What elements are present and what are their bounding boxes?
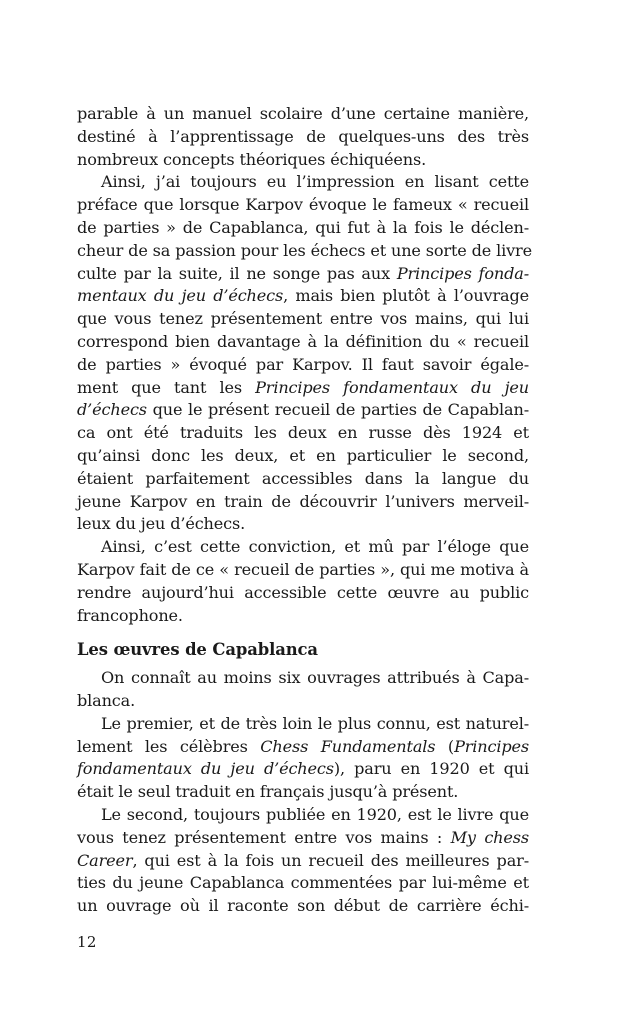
italic-title-text: fondamentaux du jeu d’échecs bbox=[77, 759, 334, 779]
text-segment: parable à un manuel scolaire d’une certaine manière, bbox=[77, 104, 529, 123]
text-segment: ca ont été traduits les deux en russe dès 1924 et bbox=[77, 423, 529, 443]
text-line bbox=[77, 194, 529, 217]
text-segment: Le second, toujours publiée en 1920, est le livre que bbox=[101, 804, 529, 824]
text-segment: un ouvrage où il raconte son début de carrière échi- bbox=[77, 896, 529, 916]
text-line bbox=[77, 781, 529, 804]
text-segment: jeune Karpov en train de découvrir l’univers merveil- bbox=[77, 491, 529, 511]
italic-title-text: Career bbox=[77, 850, 133, 870]
text-line bbox=[77, 736, 529, 759]
text-segment: ment que tant les bbox=[77, 377, 256, 397]
text-segment: préface que lorsque Karpov évoque le fameux « recueil bbox=[77, 195, 529, 215]
paragraph bbox=[77, 103, 529, 171]
italic-title-text: Principes bbox=[454, 736, 529, 756]
text-segment: culte par la suite, il ne songe pas aux bbox=[77, 263, 397, 283]
text-line bbox=[77, 217, 529, 240]
text-segment: correspond bien davantage à la définition du « recueil bbox=[77, 331, 529, 351]
text-segment: ( bbox=[435, 736, 455, 756]
text-line bbox=[77, 667, 529, 690]
text-line bbox=[77, 149, 529, 172]
text-line bbox=[77, 582, 529, 605]
text-segment: , qui est à la fois un recueil des meilleures par- bbox=[132, 850, 529, 870]
text-line bbox=[77, 536, 529, 559]
text-line bbox=[77, 285, 529, 308]
text-line bbox=[77, 240, 532, 263]
text-line bbox=[77, 331, 529, 354]
text-segment: rendre aujourd’hui accessible cette œuvre au public bbox=[77, 582, 529, 602]
text-segment: de parties » de Capablanca, qui fut à la fois le déclen- bbox=[77, 217, 529, 237]
italic-title-text: Principes fonda- bbox=[396, 263, 529, 283]
text-line bbox=[77, 422, 529, 445]
text-segment: nombreux concepts théoriques échiquéens. bbox=[77, 149, 427, 169]
text-line bbox=[77, 605, 529, 628]
section-heading: Les œuvres de Capablanca bbox=[77, 640, 318, 660]
text-segment: francophone. bbox=[77, 605, 183, 625]
italic-title-text: mentaux du jeu d’échecs bbox=[77, 286, 284, 306]
text-line bbox=[77, 872, 529, 895]
text-segment: étaient parfaitement accessibles dans la langue du bbox=[77, 468, 529, 488]
text-segment: Ainsi, c’est cette conviction, et mû par l’éloge que bbox=[101, 537, 529, 557]
text-line bbox=[77, 559, 529, 582]
text-line bbox=[77, 758, 529, 781]
text-line bbox=[77, 827, 529, 850]
page-number: 12 bbox=[77, 933, 97, 951]
text-line bbox=[77, 263, 529, 286]
text-line bbox=[77, 491, 529, 514]
text-segment: qu’ainsi donc les deux, et en particulier le second, bbox=[77, 445, 529, 465]
text-segment: , mais bien plutôt à l’ouvrage bbox=[283, 286, 529, 306]
text-line bbox=[77, 377, 529, 400]
text-line bbox=[77, 468, 529, 491]
text-line bbox=[77, 850, 529, 873]
text-segment: que le présent recueil de parties de Capablan- bbox=[146, 400, 529, 420]
text-segment: de parties » évoqué par Karpov. Il faut savoir égale- bbox=[77, 354, 529, 374]
text-segment: ), paru en 1920 et qui bbox=[333, 759, 529, 779]
text-line bbox=[77, 354, 529, 377]
text-segment: blanca. bbox=[77, 690, 136, 710]
text-line bbox=[77, 513, 529, 536]
text-segment: Karpov fait de ce « recueil de parties », qui me motiva à bbox=[77, 559, 529, 579]
text-segment: cheur de sa passion pour les échecs et une sorte de livre bbox=[77, 240, 532, 260]
text-line bbox=[77, 171, 529, 194]
text-line bbox=[77, 895, 529, 918]
text-segment: Ainsi, j’ai toujours eu l’impression en lisant cette bbox=[101, 172, 529, 192]
text-segment: vous tenez présentement entre vos mains : bbox=[77, 827, 451, 847]
text-segment: lement les célèbres bbox=[77, 736, 261, 756]
paragraph bbox=[77, 667, 529, 713]
text-line bbox=[77, 126, 529, 149]
text-segment: était le seul traduit en français jusqu’à présent. bbox=[77, 782, 459, 802]
italic-title-text: Principes fondamentaux du jeu bbox=[255, 377, 529, 397]
text-segment: Le premier, et de très loin le plus connu, est naturel- bbox=[101, 713, 529, 733]
text-segment: destiné à l’apprentissage de quelques-uns des très bbox=[77, 126, 529, 146]
paragraph bbox=[77, 804, 529, 918]
body-text bbox=[77, 103, 532, 918]
paragraph bbox=[77, 536, 529, 627]
text-line bbox=[77, 308, 529, 331]
text-line bbox=[77, 690, 529, 713]
italic-title-text: My chess bbox=[450, 827, 529, 847]
text-line bbox=[77, 713, 529, 736]
text-segment: ties du jeune Capablanca commentées par lui-même et bbox=[77, 873, 529, 893]
text-line bbox=[77, 103, 529, 126]
paragraph bbox=[77, 171, 532, 536]
text-line bbox=[77, 399, 529, 422]
text-line bbox=[77, 804, 529, 827]
text-segment: leux du jeu d’échecs. bbox=[77, 514, 246, 534]
paragraph bbox=[77, 713, 529, 804]
italic-title-text: Chess Fundamentals bbox=[260, 736, 436, 756]
text-line bbox=[77, 445, 529, 468]
text-segment: On connaît au moins six ouvrages attribués à Capa- bbox=[101, 668, 529, 688]
text-segment: que vous tenez présentement entre vos mains, qui lui bbox=[77, 309, 529, 329]
italic-title-text: d’échecs bbox=[77, 400, 147, 420]
